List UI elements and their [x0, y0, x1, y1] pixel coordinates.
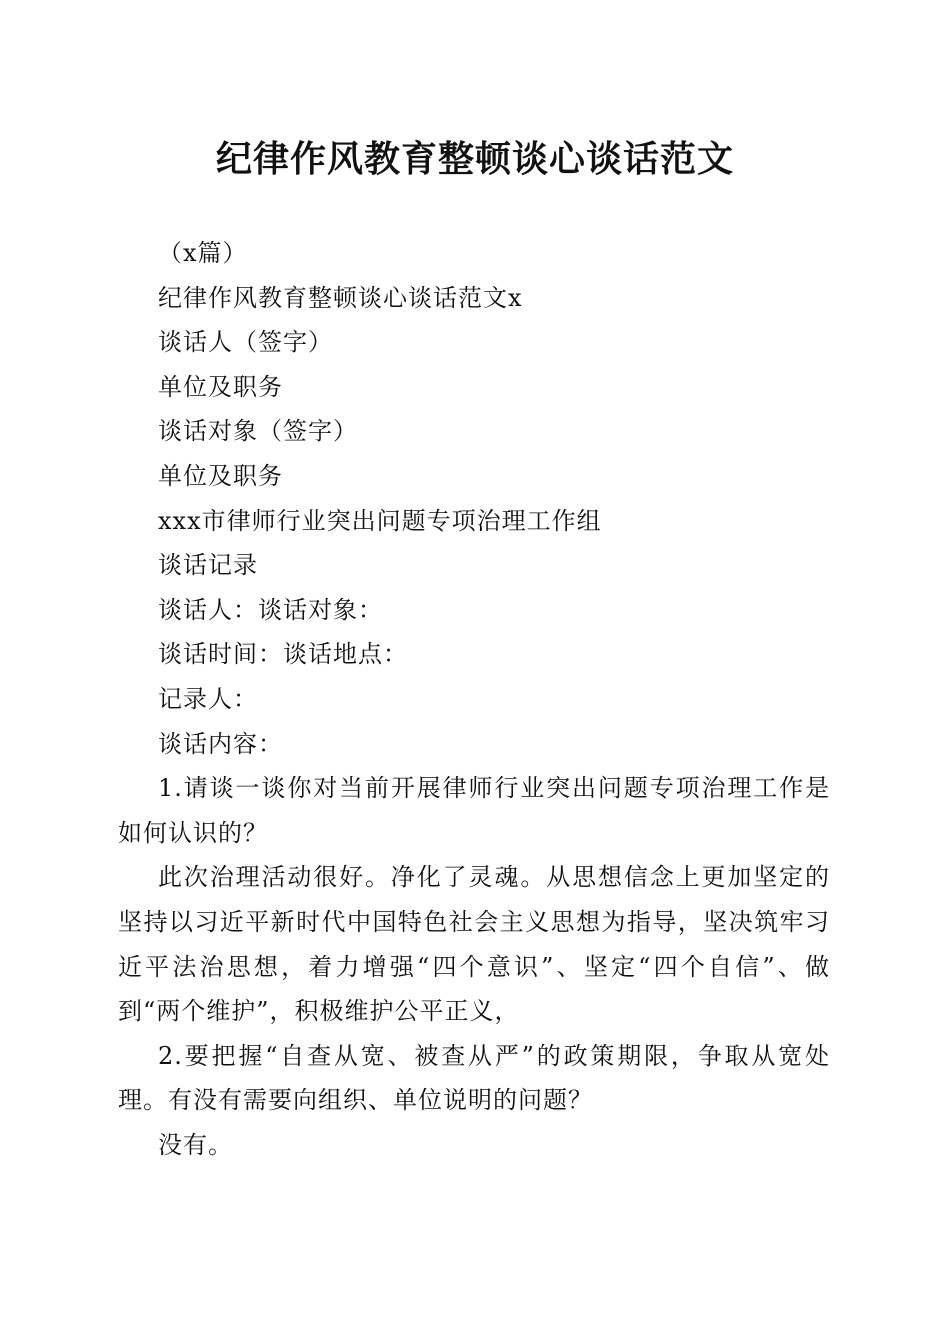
- paragraph-count-note: （x篇）: [158, 239, 248, 267]
- paragraph-subtitle: 纪律作风教育整顿谈心谈话范文x: [158, 283, 523, 312]
- paragraph-record-heading: 谈话记录: [158, 551, 258, 580]
- paragraph-interviewee-sign: 谈话对象（签字）: [158, 417, 358, 446]
- paragraph-answer-1: 此次治理活动很好。净化了灵魂。从思想信念上更加坚定的坚持以习近平新时代中国特色社会主义思想为指导，坚决筑牢习近平法治思想，着力增强“四个意识”、坚定“四个自信”、做到“两个维护”，积极维护公平正义，: [118, 863, 830, 1026]
- paragraph-time-place: 谈话时间：谈话地点：: [158, 640, 408, 669]
- paragraph-participants: 谈话人：谈话对象：: [158, 595, 383, 624]
- document-title: 纪律作风教育整顿谈心谈话范文: [215, 138, 734, 180]
- paragraph-interviewer-sign: 谈话人（签字）: [158, 328, 333, 357]
- paragraph-interviewer-position: 单位及职务: [158, 372, 283, 401]
- paragraph-working-group: xxx市律师行业突出问题专项治理工作组: [158, 506, 602, 535]
- document-body: [118, 231, 830, 1167]
- paragraph-question-1: 1.请谈一谈你对当前开展律师行业突出问题专项治理工作是如何认识的？: [118, 774, 830, 847]
- paragraph-content-heading: 谈话内容：: [158, 729, 283, 758]
- paragraph-answer-2: 没有。: [158, 1130, 233, 1159]
- paragraph-recorder: 记录人：: [158, 684, 258, 713]
- paragraph-question-2: 2.要把握“自查从宽、被查从严”的政策期限，争取从宽处理。有没有需要向组织、单位说明的问题？: [118, 1041, 830, 1115]
- paragraph-interviewee-position: 单位及职务: [158, 461, 283, 490]
